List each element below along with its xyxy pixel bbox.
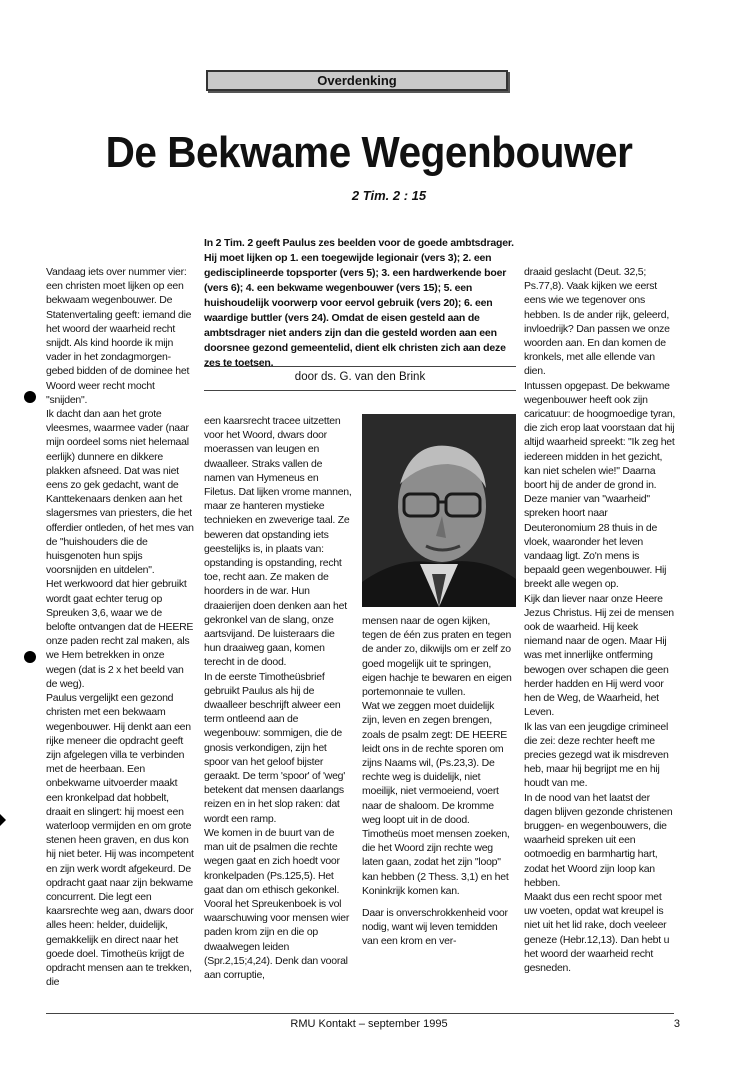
- paragraph: Ik dacht dan aan het grote vleesmes, waarmee vader (naar mijn oordeel soms niet helemaal eerlijk) dunnere en dikkere plakken afsneed. Dat was niet eens zo gek gedacht, want de Kanttekenaars denken aan het slagersmes van priesters, die het offerdier ontleden, of het mes van de "huishouders die de huisgenoten hun spijs voorsnijden en uitdelen".: [46, 408, 194, 577]
- byline-rule-bottom: [204, 390, 516, 391]
- paragraph: In de eerste Timotheüsbrief gebruikt Paulus als hij de dwaalleer beschrijft alweer een term ontleend aan de wegenbouw: sommigen, die de gnosis verkondigen, zijn het spoor van het geloof bijster geraakt. De term 'spoor' of 'weg' betekent dat mensen daarlangs reizen en in het slop raken: dat wordt een ramp.: [204, 670, 346, 825]
- byline-rule-top: [204, 366, 516, 367]
- scripture-reference: 2 Tim. 2 : 15: [351, 188, 427, 203]
- paragraph: We komen in de buurt van de man uit de psalmen die rechte wegen gaat en zich hoedt voor kronkelpaden (Ps.125,5). Het gaat dan om ethisch gekonkel. Vooral het Spreukenboek is vol waarschuwing voor mensen wier paden krom zijn en die op dwaalwegen leiden (Spr.2,15;4,24). Denk dan vooral aan corruptie,: [204, 826, 350, 981]
- paragraph: Maakt dus een recht spoor met uw voeten, opdat wat kreupel is niet uit het lid rake, doch veeleer geneze (Hebr.12,13). Dan hebt u het woord der waarheid recht gesneden.: [524, 890, 670, 974]
- paragraph: mensen naar de ogen kijken, tegen de één zus praten en tegen de ander zo, dikwijls om er zelf zo goed mogelijk uit te springen, eigen hachje te bewaren en eigen portemonnaie te vullen.: [362, 615, 512, 699]
- column-1: [46, 265, 194, 989]
- intro-paragraph: [204, 236, 516, 371]
- column-3: [362, 614, 512, 949]
- column-4: [524, 265, 676, 975]
- paragraph: Paulus vergelijkt een gezond christen met een bekwaam wegenbouwer. Hij denkt aan een rijke meneer die opdracht geeft zijn afgelegen villa te verbinden met de heerbaan. Een onbekwame uitvoerder maakt een kronkelpad dat hobbelt, draait en slingert: hij moest een waterloop vermijden en om grote stenen heen graven, en dus kon hij niet beter. Hij was incompetent en zijn werk wordt afgekeurd. De opdracht gaat naar zijn bekwame concurrent. Die legt een kaarsrechte weg aan, dwars door alles heen: helder, duidelijk, gemakkelijk en direct naar het goede doel. Timotheüs krijgt de opdracht mensen aan te trekken, die: [46, 692, 194, 989]
- byline: door ds. G. van den Brink: [294, 371, 426, 383]
- paragraph: Het werkwoord dat hier gebruikt wordt gaat echter terug op Spreuken 3,6, waar we de belofte ontvangen dat de HEERE onze paden recht zal maken, als we Hem betrekken in onze wegen (dat is 2 x het beeld van de weg).: [46, 578, 194, 690]
- paragraph: Kijk dan liever naar onze Heere Jezus Christus. Hij zei de mensen ook de waarheid. Hij keek niemand naar de ogen. Maar Hij was met innerlijke ontferming bewogen over schapen die geen herder hadden en Hij werd voor hen de Weg, de Waarheid, het Leven.: [524, 592, 674, 719]
- column-2: [204, 414, 352, 982]
- paragraph: Intussen opgepast. De bekwame wegenbouwer heeft ook zijn caricatuur: de hoogmoedige tyran, die zich erop laat voorstaan dat hij altijd waarheid spreekt: "Ik zeg het iedereen midden in het gezicht, kan niet schelen wie!" Daarna boort hij de ander de grond in. Deze manier van "waarheid" spreken hoort naar Deuteronomium 28 thuis in de vloek, waaronder het leven vandaag ligt. Zo'n mens is bepaald geen wegenbouwer. Hij breekt alle wegen op.: [524, 379, 676, 591]
- paragraph: draaid geslacht (Deut. 32,5; Ps.77,8). Vaak kijken we eerst eens wie we tegenover ons hebben. Is de ander rijk, geleerd, invloedrijk? Dan passen we onze woorden aan. En dan komen de kronkels, met alle ellende van dien.: [524, 266, 670, 378]
- paragraph: Vandaag iets over nummer vier: een christen moet lijken op een bekwaam wegenbouwer. De Statenvertaling geeft: iemand die het woord der waarheid recht snijdt. Als kind hoorde ik mijn vader in het zondagmorgen-gebed bidden of de dominee het Woord weer recht mocht "snijden".: [46, 266, 192, 406]
- paragraph: Wat we zeggen moet duidelijk zijn, leven en zegen brengen, zoals de psalm zegt: DE HEERE leidt ons in de rechte sporen om zijns Naams wil, (Ps.23,3). De rechte weg is duidelijk, niet moeilijk, niet vermoeiend, voert naar de shaloom. De kromme weg loopt uit in de dood. Timotheüs moet mensen zoeken, die het Woord zijn rechte weg laten gaan, zodat het zijn "loop" kan hebben (2 Thess. 3,1) en het Koninkrijk komen kan.: [362, 700, 510, 897]
- paragraph: In de nood van het laatst der dagen blijven gezonde christenen bruggen- en wegenbouwers, die waarheid spreken uit een ootmoedig en barmhartig hart, zodat het Woord zijn loop kan hebben.: [524, 791, 673, 889]
- intro-text: In 2 Tim. 2 geeft Paulus zes beelden voor de goede ambtsdrager. Hij moet lijken op 1. een toegewijde legionair (vers 3); 2. een gedisciplineerde topsporter (vers 5); 3. een hardwerkende boer (vers 6); 4. een bekwame wegenbouwer (vers 15); 5. een huishoudelijk voorwerp voor eervol gebruik (vers 20); 6. een waardige buttler (vers 24). Omdat de eisen gesteld aan de ambtsdrager niet anders zijn dan die gesteld worden aan een doorsnee gezond gemeentelid, dient elk christen zich aan deze zes te toetsen.: [204, 237, 514, 369]
- edge-marker-icon: [0, 814, 6, 826]
- margin-bullet-icon: [24, 651, 36, 663]
- article-title: De Bekwame Wegenbouwer: [105, 128, 633, 177]
- paragraph: een kaarsrecht tracee uitzetten voor het Woord, dwars door moerassen van leugen en dwaalleer. Straks vallen de namen van Hymeneus en Filetus. Dat lijken vrome mannen, maar ze hanteren mystieke technieken en zweverige taal. Ze beweren dat opstanding iets geestelijks is, in plaats van: opstanding is opstanding, recht toe, recht aan. Ze maken de hoorders in de war. Hun draaierijen doen denken aan het gekronkel van de slang, onze aartsvijand. De luisteraars die hun draaiweg gaan, komen terecht in de dood.: [204, 415, 352, 669]
- author-photo: [362, 414, 516, 607]
- section-label: Overdenking: [206, 70, 508, 91]
- margin-bullet-icon: [24, 391, 36, 403]
- page-number: 3: [673, 1018, 680, 1030]
- footer-publication: RMU Kontakt – september 1995: [290, 1018, 448, 1030]
- paragraph: Daar is onverschrokkenheid voor nodig, want wij leven temidden van een krom en ver-: [362, 907, 508, 948]
- paragraph: Ik las van een jeugdige crimineel die zei: deze rechter heeft me precies gezegd wat ik misdreven heb, maar hij begrijpt me en hij houdt van me.: [524, 720, 669, 790]
- footer-rule: [46, 1013, 674, 1014]
- portrait-illustration: [362, 414, 516, 607]
